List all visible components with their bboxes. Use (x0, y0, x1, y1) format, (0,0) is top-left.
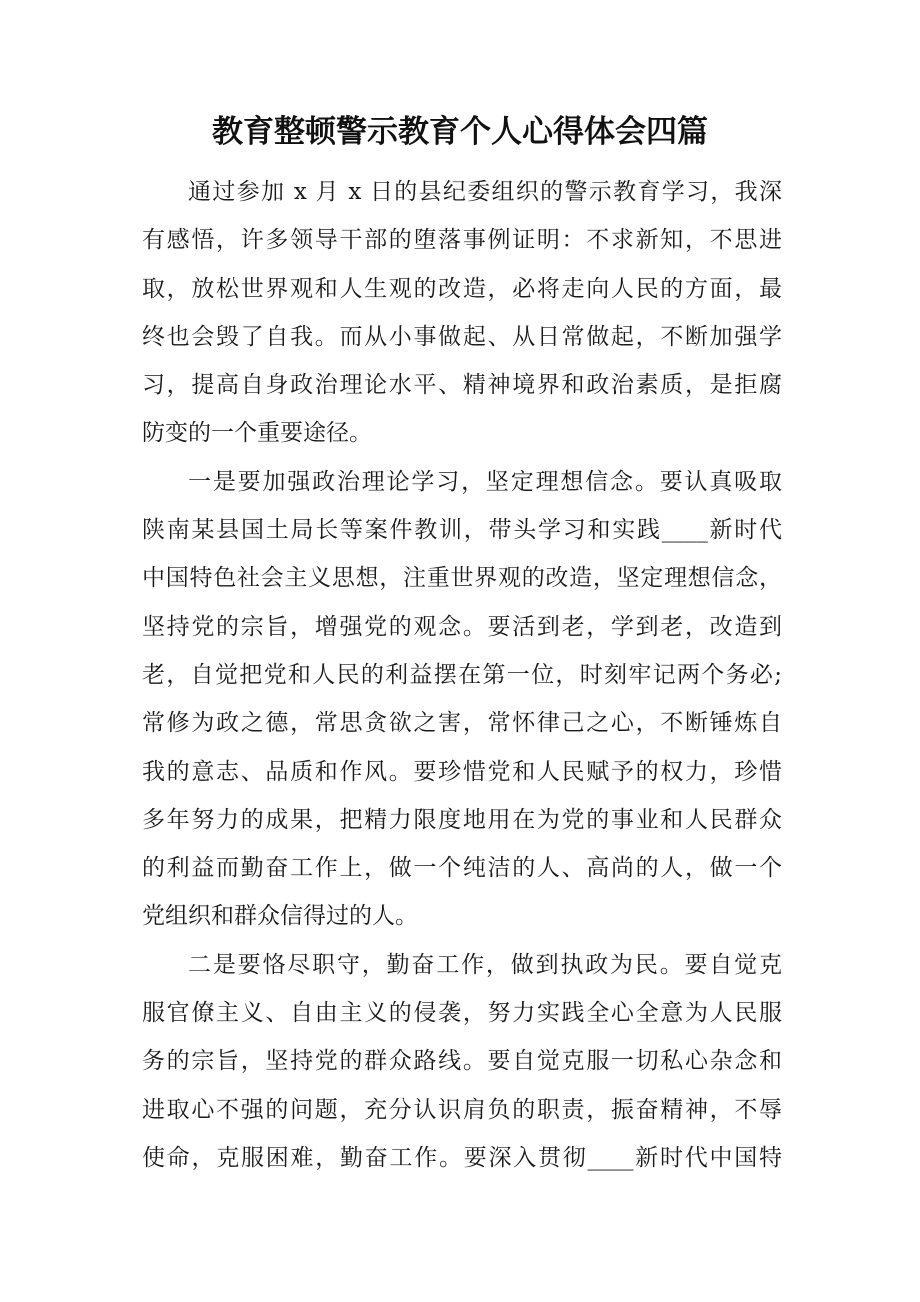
paragraph-line: 防变的一个重要途径。 (142, 420, 372, 447)
paragraph-line: 陕南某县国土局长等案件教训，带头学习和实践____新时代 (142, 517, 782, 544)
document-body (142, 168, 782, 1182)
document-title: 教育整顿警示教育个人心得体会四篇 (212, 114, 708, 150)
paragraph-line: 二是要恪尽职守，勤奋工作，做到执政为民。要自觉克 (188, 951, 782, 978)
paragraph-line: 一是要加强政治理论学习，坚定理想信念。要认真吸取 (188, 468, 782, 495)
paragraph-line: 常修为政之德，常思贪欲之害，常怀律己之心，不断锤炼自 (142, 710, 782, 737)
paragraph-line: 坚持党的宗旨，增强党的观念。要活到老，学到老，改造到 (142, 613, 782, 640)
paragraph-line: 务的宗旨，坚持党的群众路线。要自觉克服一切私心杂念和 (142, 1048, 782, 1075)
paragraph-line: 党组织和群众信得过的人。 (142, 903, 418, 930)
paragraph-line: 服官僚主义、自由主义的侵袭，努力实践全心全意为人民服 (142, 1000, 782, 1027)
paragraph-line: 使命，克服困难，勤奋工作。要深入贯彻____新时代中国特 (142, 1144, 782, 1171)
paragraph-1 (142, 168, 782, 458)
paragraph-3 (142, 941, 782, 1182)
paragraph-line: 多年努力的成果，把精力限度地用在为党的事业和人民群众 (142, 806, 782, 833)
paragraph-line: 我的意志、品质和作风。要珍惜党和人民赋予的权力，珍惜 (142, 758, 782, 785)
paragraph-line: 老，自觉把党和人民的利益摆在第一位，时刻牢记两个务必; (142, 661, 782, 688)
paragraph-line: 取，放松世界观和人生观的改造，必将走向人民的方面，最 (142, 275, 782, 302)
paragraph-line: 的利益而勤奋工作上，做一个纯洁的人、高尚的人，做一个 (142, 855, 782, 882)
paragraph-line: 习，提高自身政治理论水平、精神境界和政治素质，是拒腐 (142, 372, 782, 399)
paragraph-line: 进取心不强的问题，充分认识肩负的职责，振奋精神，不辱 (142, 1096, 782, 1123)
paragraph-line: 有感悟，许多领导干部的堕落事例证明：不求新知，不思进 (142, 227, 782, 254)
paragraph-line: 中国特色社会主义思想，注重世界观的改造，坚定理想信念， (142, 565, 782, 592)
paragraph-line: 终也会毁了自我。而从小事做起、从日常做起，不断加强学 (142, 323, 782, 350)
paragraph-line: 通过参加 x 月 x 日的县纪委组织的警示教育学习，我深 (188, 179, 782, 205)
paragraph-2 (142, 458, 782, 941)
